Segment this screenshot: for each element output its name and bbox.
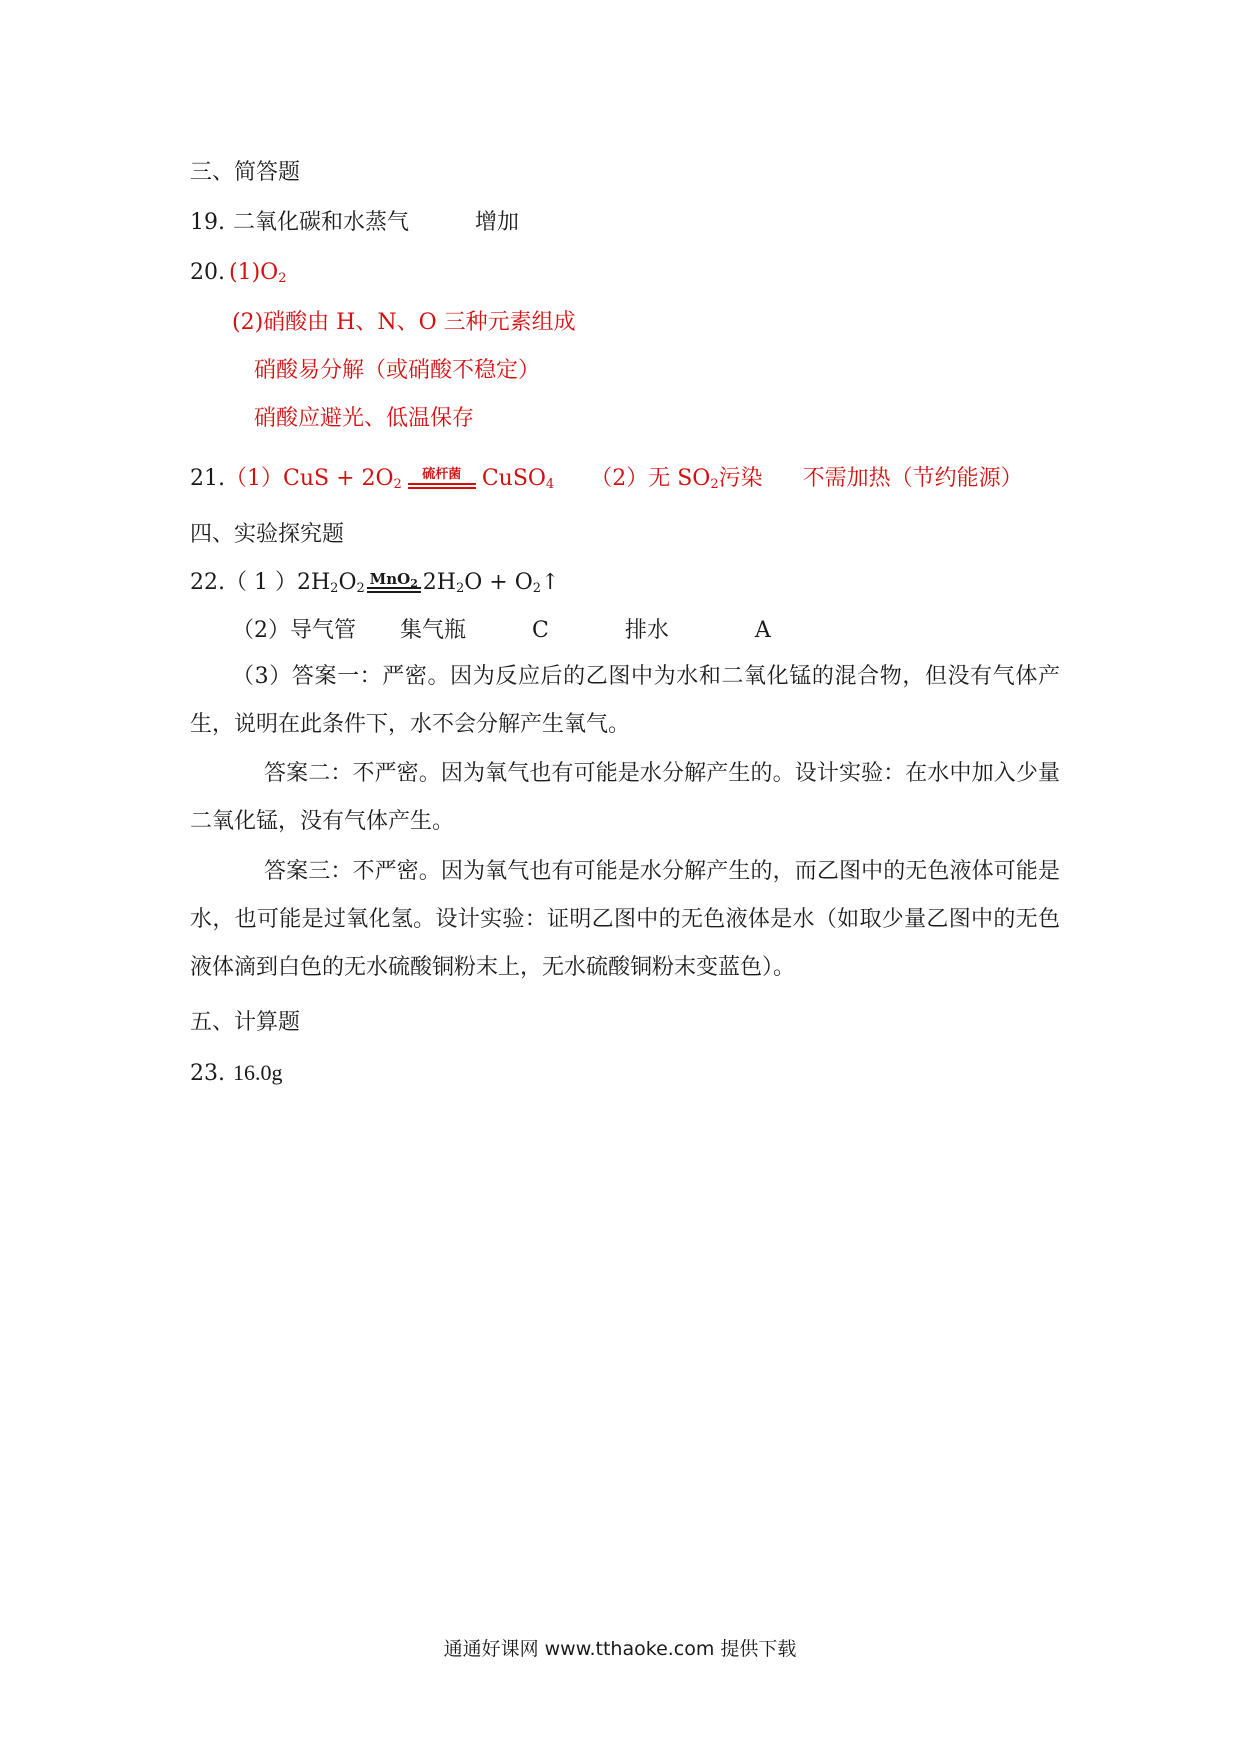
section-heading: 五、计算题 <box>190 1010 301 1035</box>
question-number: 23. <box>190 1061 225 1086</box>
answer-text: $(1)CuS + 2O_2$ 硫杆菌 CuSO$_4$ （2）无 $SO_2$污染 不需加热（节约能源） <box>225 466 1023 492</box>
answer-text: 二氧化碳和水蒸气 <box>233 210 410 235</box>
question-number: 19. <box>190 210 225 235</box>
question-22-part2: （2）导气管 集气瓶 C 排水 A <box>232 618 771 643</box>
answer-text: 16.0g <box>233 1060 283 1085</box>
answer-line: 硝酸应避光、低温保存 <box>254 406 475 431</box>
answer-line: 硝酸易分解（或硝酸不稳定） <box>254 358 541 383</box>
answer-paragraph-3: 答案三：不严密。因为氧气也有可能是水分解产生的，而乙图中的无色液体可能是水，也可能是过氧化氢。设计实验：证明乙图中的无色液体是水（如取少量乙图中的无色液体滴到白色的无水硫酸铜粉末上，无水硫酸铜粉末变蓝色）。 <box>190 859 1060 980</box>
answer-item: A <box>754 618 771 643</box>
answer-paragraph-1: （3）答案一：严密。因为反应后的乙图中为水和二氧化锰的混合物，但没有气体产生，说明在此条件下，水不会分解产生氧气。 <box>190 664 1060 737</box>
answer-paragraph-2: 答案二：不严密。因为氧气也有可能是水分解产生的。设计实验：在水中加入少量二氧化锰，没有气体产生。 <box>190 761 1060 834</box>
question-number: 21. <box>190 466 225 491</box>
answer-item: 集气瓶 <box>400 618 467 643</box>
question-number: 20. <box>190 260 225 285</box>
question-19 <box>190 208 519 238</box>
reaction-condition: 硫杆菌 <box>408 469 476 489</box>
footer-text: 通通好课网 www.tthaoke.com 提供下载 <box>443 1638 797 1660</box>
question-21 <box>190 464 1023 494</box>
answer-text: $(1)O_2$ <box>229 260 287 286</box>
answer-item: C <box>532 618 549 643</box>
question-number: 22. <box>190 570 225 595</box>
question-23 <box>190 1058 283 1089</box>
answer-item: 排水 <box>624 618 669 643</box>
section-heading: 四、实验探究题 <box>190 522 345 547</box>
question-20 <box>190 258 286 288</box>
section-heading: 三、简答题 <box>190 160 301 185</box>
answer-item: 导气管 <box>290 618 357 643</box>
reaction-condition: MnO$_2$ <box>367 573 421 593</box>
answer-line: (2)硝酸由 H、N、O 三种元素组成 <box>232 310 576 335</box>
answer-text: （ 1 ）$2H_2O_2$ MnO$_2$ $2H_2O$ + $O_2↑$ <box>225 570 560 596</box>
answer-text: 增加 <box>475 210 520 235</box>
question-22 <box>190 568 559 598</box>
